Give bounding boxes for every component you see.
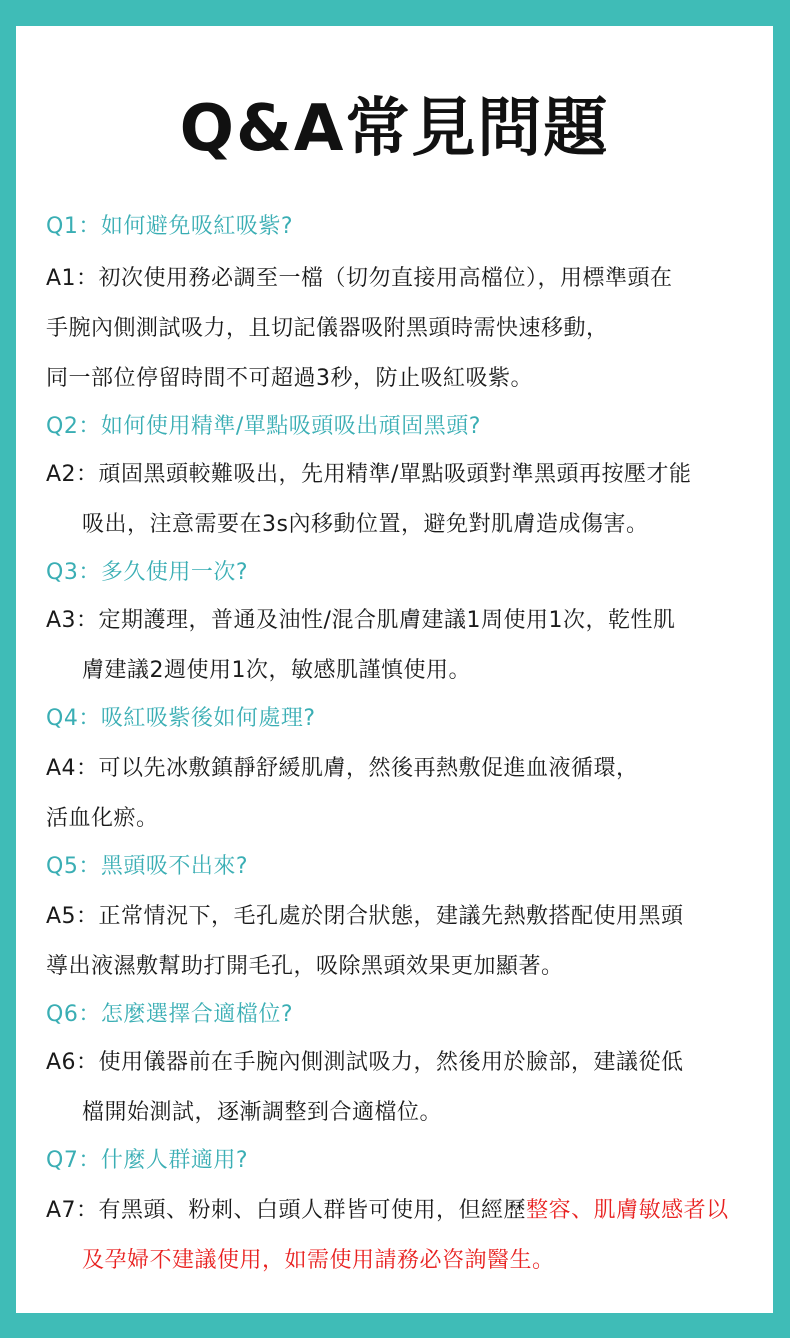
answer-3-line-1: A3：定期護理，普通及油性/混合肌膚建議1周使用1次，乾性肌: [46, 608, 676, 633]
page-title: Q&A常見問題: [179, 92, 610, 166]
answer-4-line-2: 活血化瘀。: [46, 806, 159, 831]
answer-1-line-1: A1：初次使用務必調至一檔（切勿直接用高檔位），用標準頭在: [46, 266, 673, 291]
answer-5-line-1: A5：正常情況下，毛孔處於閉合狀態，建議先熱敷搭配使用黑頭: [46, 904, 684, 929]
answer-7-warning-start: 整容、肌膚敏感者以: [526, 1198, 729, 1223]
question-1: Q1：如何避免吸紅吸紫?: [46, 214, 293, 239]
answer-2-line-1: A2：頑固黑頭較難吸出，先用精準/單點吸頭對準黑頭再按壓才能: [46, 462, 692, 487]
answer-1-line-3: 同一部位停留時間不可超過3秒，防止吸紅吸紫。: [46, 366, 533, 391]
answer-7-text: A7：有黑頭、粉刺、白頭人群皆可使用，但經歷: [46, 1198, 527, 1223]
answer-6-line-1: A6：使用儀器前在手腕內側測試吸力，然後用於臉部，建議從低: [46, 1050, 684, 1075]
answer-6-line-2: 檔開始測試，逐漸調整到合適檔位。: [82, 1100, 443, 1125]
question-5: Q5：黑頭吸不出來?: [46, 854, 248, 879]
question-2: Q2：如何使用精準/單點吸頭吸出頑固黑頭?: [46, 414, 481, 439]
answer-4-line-1: A4：可以先冰敷鎮靜舒緩肌膚，然後再熱敷促進血液循環，: [46, 756, 639, 781]
question-4: Q4：吸紅吸紫後如何處理?: [46, 706, 316, 731]
question-3: Q3：多久使用一次?: [46, 560, 248, 585]
question-7: Q7：什麼人群適用?: [46, 1148, 248, 1173]
answer-5-line-2: 導出液濕敷幫助打開毛孔，吸除黑頭效果更加顯著。: [46, 954, 564, 979]
answer-7-line-1: [46, 1196, 729, 1226]
answer-7-warning-line-2: 及孕婦不建議使用，如需使用請務必咨詢醫生。: [82, 1248, 555, 1273]
answer-1-line-2: 手腕內側測試吸力，且切記儀器吸附黑頭時需快速移動，: [46, 316, 609, 341]
answer-3-line-2: 膚建議2週使用1次，敏感肌謹慎使用。: [82, 658, 471, 683]
answer-2-line-2: 吸出，注意需要在3s內移動位置，避免對肌膚造成傷害。: [82, 512, 649, 537]
faq-card: [16, 26, 773, 1313]
question-6: Q6：怎麼選擇合適檔位?: [46, 1002, 293, 1027]
